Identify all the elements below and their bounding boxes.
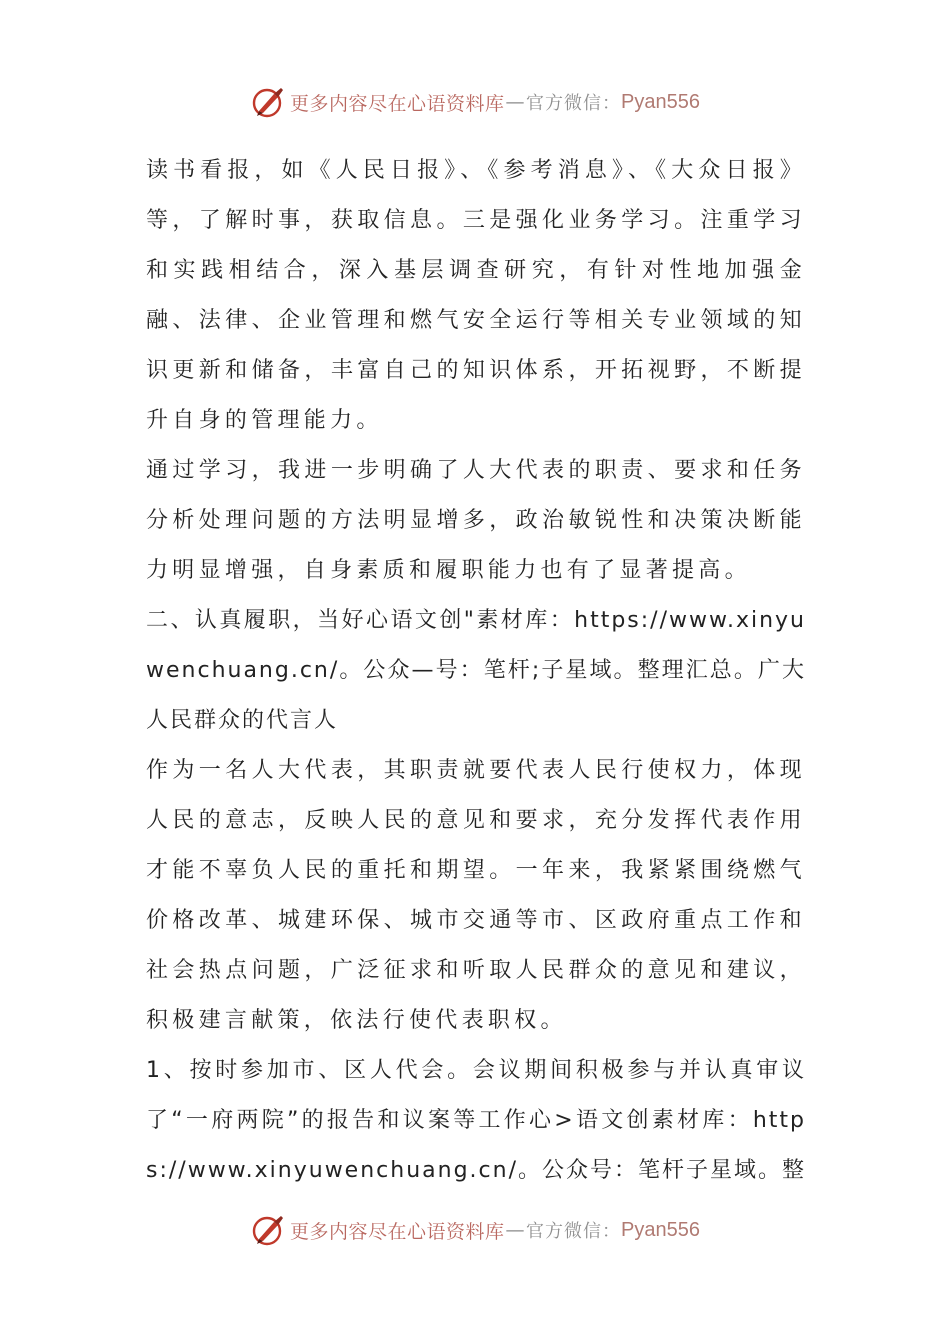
watermark-separator: — (505, 1219, 526, 1241)
pen-logo-icon (250, 84, 286, 120)
watermark-separator: — (505, 91, 526, 113)
pen-logo-icon (250, 1212, 286, 1248)
paragraph-learning-result: 通过学习，我进一步明确了人大代表的职责、要求和任务分析处理问题的方法明显增多，政治敏锐性和决策决断能力明显增强，自身素质和履职能力也有了显著提高。 (146, 458, 806, 583)
document-body (146, 146, 806, 1196)
watermark-contact-label: 官方微信： (526, 93, 622, 114)
paragraph-item-1: 1、按时参加市、区人代会。会议期间积极参与并认真审议了“一府两院”的报告和议案等工作心>语文创素材库：https://www.xinyuwenchuang.cn/。公众号：笔杆子星域。整 (146, 1058, 806, 1183)
watermark-text: 更多内容尽在心语资料库 (290, 1220, 505, 1243)
watermark-contact-id: Pyan556 (621, 1218, 700, 1241)
header-watermark (0, 80, 950, 124)
paragraph-study: 读书看报，如《人民日报》、《参考消息》、《大众日报》等，了解时事，获取信息。三是强化业务学习。注重学习和实践相结合，深入基层调查研究，有针对性地加强金融、法律、企业管理和燃气安全运行等相关专业领域的知识更新和储备，丰富自己的知识体系，开拓视野，不断提升自身的管理能力。 (146, 158, 806, 433)
watermark-text: 更多内容尽在心语资料库 (290, 92, 505, 115)
watermark-contact-label: 官方微信： (526, 1221, 622, 1242)
footer-watermark (0, 1208, 950, 1252)
paragraph-section-heading: 二、认真履职，当好心语文创"素材库：https://www.xinyuwenchuang.cn/。公众—号：笔杆;子星域。整理汇总。广大人民群众的代言人 (146, 608, 806, 733)
paragraph-representative-duty: 作为一名人大代表，其职责就要代表人民行使权力，体现人民的意志，反映人民的意见和要求，充分发挥代表作用才能不辜负人民的重托和期望。一年来，我紧紧围绕燃气价格改革、城建环保、城市交通等市、区政府重点工作和社会热点问题，广泛征求和听取人民群众的意见和建议，积极建言献策，依法行使代表职权。 (146, 758, 806, 1033)
watermark-contact-id: Pyan556 (621, 90, 700, 113)
